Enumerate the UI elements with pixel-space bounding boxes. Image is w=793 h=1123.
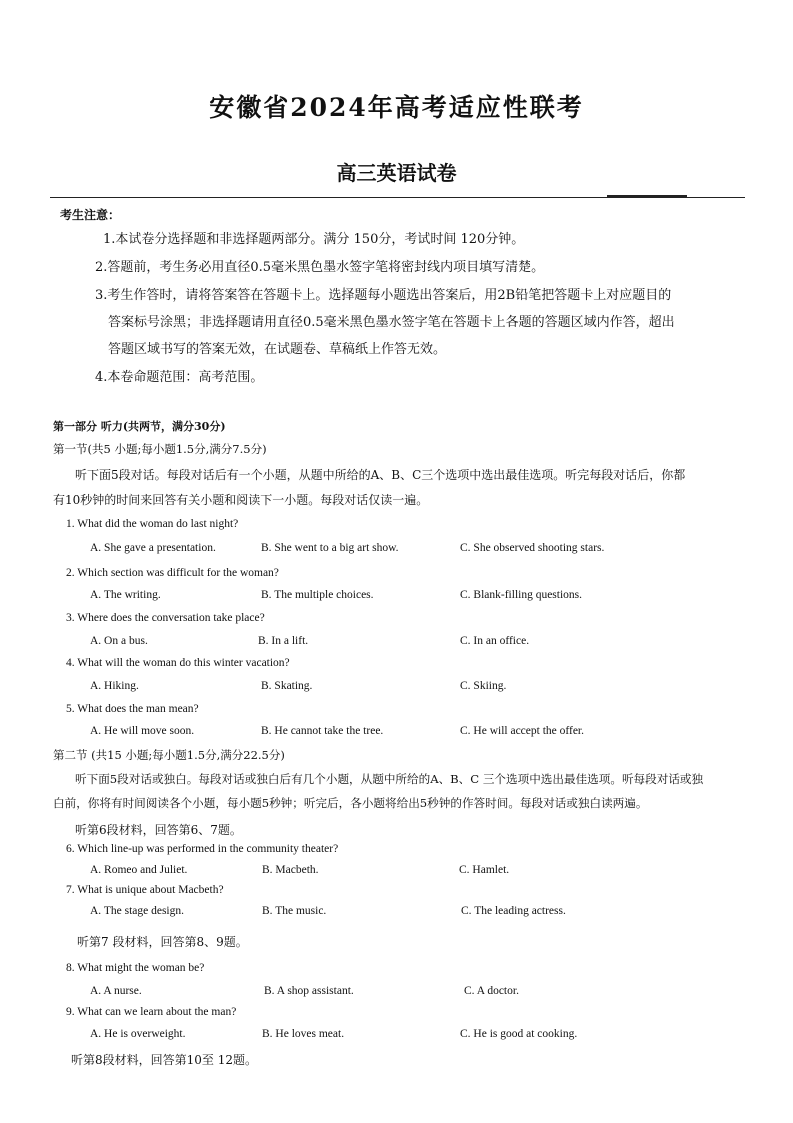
exam-subtitle: 高三英语试卷 bbox=[336, 161, 457, 185]
question-6-option-b: B. Macbeth. bbox=[262, 864, 319, 876]
notice-item-3-line-2: 答案标号涂黑；非选择题请用直径0.5毫米黑色墨水签字笔在答题卡上各题的答题区域内作答，超出 bbox=[108, 315, 675, 330]
section2-heading: 第二节 (共15 小题;每小题1.5分,满分22.5分) bbox=[53, 748, 285, 762]
header-rule bbox=[50, 197, 745, 198]
question-8-option-a: A. A nurse. bbox=[90, 985, 142, 997]
question-8: 8. What might the woman be? bbox=[66, 962, 205, 974]
question-7-option-c: C. The leading actress. bbox=[461, 905, 566, 917]
notice-item-3-line-1: 3.考生作答时，请将答案答在答题卡上。选择题每小题选出答案后，用2B铅笔把答题卡上对应题目的 bbox=[95, 288, 672, 303]
question-1: 1. What did the woman do last night? bbox=[66, 518, 239, 530]
question-7-option-a: A. The stage design. bbox=[90, 905, 185, 917]
question-6: 6. Which line-up was performed in the community theater? bbox=[66, 843, 339, 855]
question-7-option-b: B. The music. bbox=[262, 905, 327, 917]
question-5-option-b: B. He cannot take the tree. bbox=[261, 725, 384, 737]
notice-item-1: 1.本试卷分选择题和非选择题两部分。满分 150分，考试时间 120分钟。 bbox=[103, 232, 525, 247]
question-4: 4. What will the woman do this winter vacation? bbox=[66, 657, 290, 669]
question-9-option-a: A. He is overweight. bbox=[90, 1028, 186, 1040]
question-1-option-c: C. She observed shooting stars. bbox=[460, 542, 605, 554]
notice-item-2: 2.答题前，考生务必用直径0.5毫米黑色墨水签字笔将密封线内项目填写清楚。 bbox=[95, 260, 545, 275]
section1-heading: 第一节(共5 小题;每小题1.5分,满分7.5分) bbox=[53, 442, 267, 456]
question-2: 2. Which section was difficult for the woman? bbox=[66, 567, 279, 579]
question-9-option-b: B. He loves meat. bbox=[262, 1028, 345, 1040]
question-5: 5. What does the man mean? bbox=[66, 703, 199, 715]
section2-instruction-line-2: 白前，你将有时间阅读各个小题，每小题5秒钟；听完后，各小题将给出5秒钟的作答时间。每段对话或独白读两遍。 bbox=[53, 796, 648, 810]
section1-instruction-line-1: 听下面5段对话。每段对话后有一个小题，从题中所给的A、B、C三个选项中选出最佳选项。听完每段对话后，你都 bbox=[75, 468, 686, 482]
header-rule-accent bbox=[607, 195, 687, 197]
question-9-option-c: C. He is good at cooking. bbox=[460, 1028, 578, 1040]
notice-heading: 考生注意： bbox=[60, 208, 121, 222]
notice-item-3-line-3: 答题区域书写的答案无效，在试题卷、草稿纸上作答无效。 bbox=[108, 342, 447, 357]
section1-instruction-line-2: 有10秒钟的时间来回答有关小题和阅读下一小题。每段对话仅读一遍。 bbox=[53, 493, 429, 507]
question-4-option-a: A. Hiking. bbox=[90, 680, 139, 692]
question-1-option-a: A. She gave a presentation. bbox=[90, 542, 216, 554]
question-8-option-b: B. A shop assistant. bbox=[264, 985, 354, 997]
question-2-option-a: A. The writing. bbox=[90, 589, 161, 601]
question-4-option-b: B. Skating. bbox=[261, 680, 313, 692]
question-7: 7. What is unique about Macbeth? bbox=[66, 884, 224, 896]
question-5-option-c: C. He will accept the offer. bbox=[460, 725, 585, 737]
question-9: 9. What can we learn about the man? bbox=[66, 1006, 237, 1018]
question-2-option-b: B. The multiple choices. bbox=[261, 589, 374, 601]
material-6-instruction: 听第6段材料，回答第6、7题。 bbox=[75, 823, 242, 837]
part1-heading: 第一部分 听力(共两节，满分30分) bbox=[53, 420, 226, 433]
question-1-option-b: B. She went to a big art show. bbox=[261, 542, 399, 554]
question-2-option-c: C. Blank-filling questions. bbox=[460, 589, 583, 601]
question-5-option-a: A. He will move soon. bbox=[90, 725, 195, 737]
notice-item-4: 4.本卷命题范围：高考范围。 bbox=[95, 370, 264, 385]
question-3-option-b: B. In a lift. bbox=[258, 635, 309, 647]
question-3-option-a: A. On a bus. bbox=[90, 635, 148, 647]
question-6-option-c: C. Hamlet. bbox=[459, 864, 510, 876]
question-6-option-a: A. Romeo and Juliet. bbox=[90, 864, 188, 876]
question-8-option-c: C. A doctor. bbox=[464, 985, 519, 997]
material-8-instruction: 听第8段材料，回答第10至 12题。 bbox=[71, 1053, 257, 1067]
question-3: 3. Where does the conversation take place? bbox=[66, 612, 265, 624]
section2-instruction-line-1: 听下面5段对话或独白。每段对话或独白后有几个小题，从题中所给的A、B、C 三个选项中选出最佳选项。听每段对话或独 bbox=[75, 772, 704, 786]
material-7-instruction: 听第7 段材料，回答第8、9题。 bbox=[77, 935, 248, 949]
question-3-option-c: C. In an office. bbox=[460, 635, 530, 647]
question-4-option-c: C. Skiing. bbox=[460, 680, 507, 692]
exam-title: 安徽省2024年高考适应性联考 bbox=[209, 93, 584, 122]
